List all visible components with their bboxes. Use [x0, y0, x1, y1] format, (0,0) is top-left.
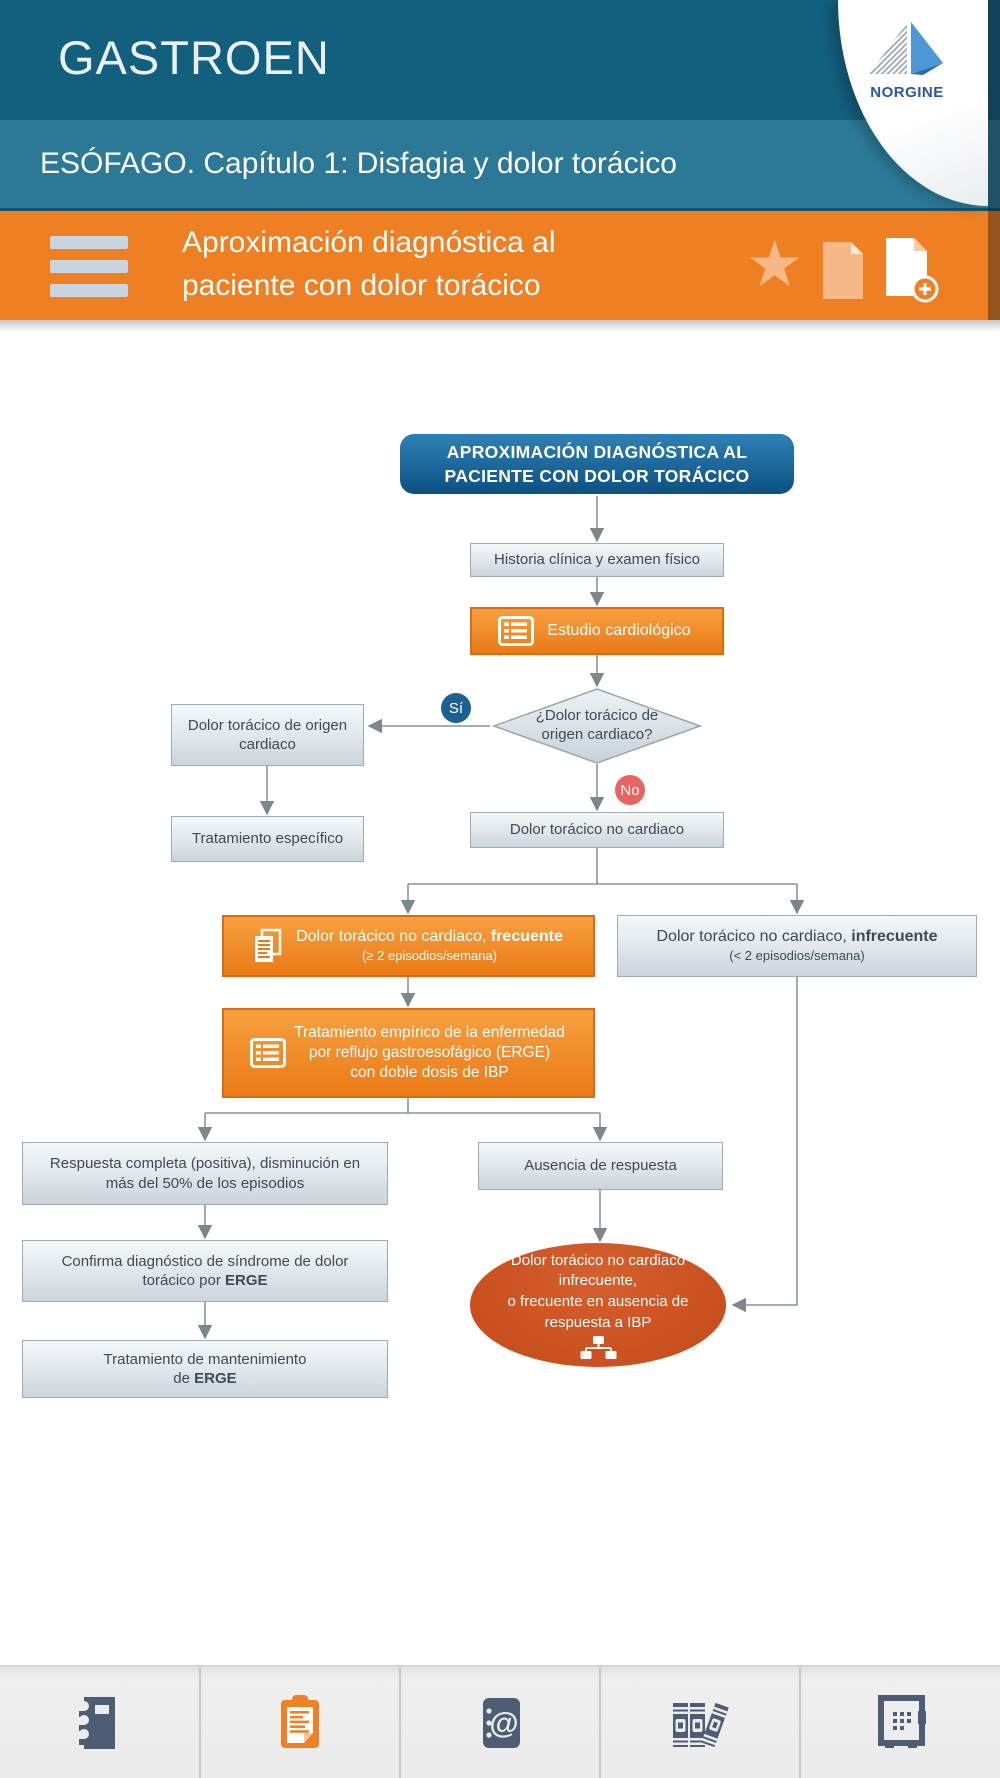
sailboat-icon [863, 18, 947, 80]
node-tratamiento-empirico[interactable]: Tratamiento empírico de la enfermedad por reflujo gastroesofágico (ERGE) con doble dosis de IBP [222, 1008, 595, 1098]
brand-name: NORGINE [870, 84, 944, 101]
node-origen-cardiaco: Dolor torácico de origen cardiaco [171, 704, 364, 766]
node-infrecuente: Dolor torácico no cardiaco, infrecuente (< 2 episodios/semana) [617, 915, 977, 977]
node-frecuente[interactable]: Dolor torácico no cardiaco, frecuente (≥ 2 episodios/semana) [222, 915, 595, 977]
nav-item-notebook[interactable] [0, 1666, 198, 1778]
list-icon [250, 1038, 286, 1068]
app-title: GASTROEN [58, 31, 330, 84]
documents-icon [250, 928, 284, 964]
favorite-star-icon[interactable]: ★ [746, 228, 804, 300]
node-tratamiento-mantenimiento: Tratamiento de mantenimiento de ERGE [22, 1340, 388, 1398]
document-icon[interactable] [820, 241, 866, 300]
notebook-icon [67, 1691, 131, 1755]
list-icon [498, 616, 534, 646]
node-flow-title: APROXIMACIÓN DIAGNÓSTICA AL PACIENTE CON DOLOR TORÁCICO [400, 434, 794, 494]
node-confirma-diagnostico: Confirma diagnóstico de síndrome de dolor torácico por ERGE [22, 1240, 388, 1302]
bottom-nav [0, 1665, 1000, 1778]
contacts-icon [468, 1691, 532, 1755]
menu-button[interactable] [50, 236, 128, 296]
toolbar-shadow [0, 320, 1000, 332]
node-tratamiento-especifico: Tratamiento específico [171, 816, 364, 862]
nav-item-library[interactable] [601, 1666, 799, 1778]
no-badge: No [615, 775, 645, 805]
page-edge-shade [988, 0, 1000, 320]
node-respuesta-completa: Respuesta completa (positiva), disminución en más del 50% de los episodios [22, 1142, 388, 1205]
node-historia-clinica: Historia clínica y examen físico [470, 543, 724, 577]
chapter-bar [0, 120, 1000, 211]
node-ausencia-respuesta: Ausencia de respuesta [478, 1142, 723, 1190]
yes-badge: Sí [441, 693, 471, 723]
nav-item-contacts[interactable] [401, 1666, 599, 1778]
node-decision-origen-cardiaco: ¿Dolor torácico de origen cardiaco? [492, 688, 702, 764]
node-no-cardiaco: Dolor torácico no cardiaco [470, 812, 724, 848]
add-document-icon[interactable] [884, 237, 940, 304]
clipboard-icon [268, 1691, 332, 1755]
nav-item-vault[interactable] [801, 1666, 999, 1778]
nav-item-algorithms[interactable] [201, 1666, 399, 1778]
page-title: Aproximación diagnóstica al paciente con dolor torácico [182, 226, 556, 302]
library-icon [665, 1691, 735, 1755]
svg-text:@: @ [489, 1706, 519, 1740]
node-estudio-cardiologico[interactable]: Estudio cardiológico [470, 607, 724, 655]
node-ellipse-ibp[interactable]: Dolor torácico no cardiaco infrecuente, o frecuente en ausencia de respuesta a IBP [470, 1243, 726, 1367]
chapter-title: ESÓFAGO. Capítulo 1: Disfagia y dolor torácico [40, 147, 677, 180]
safe-icon [868, 1691, 932, 1755]
hamburger-icon [50, 236, 128, 249]
sitemap-icon [580, 1336, 617, 1359]
